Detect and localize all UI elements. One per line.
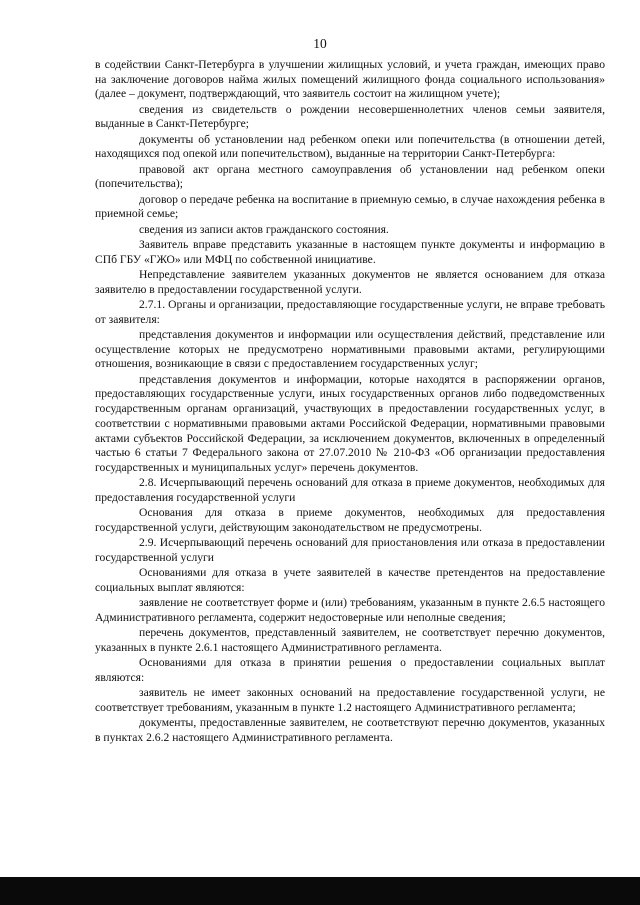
paragraph: в содействии Санкт-Петербурга в улучшении жилищных условий, и учета граждан, имеющих право на заключение договоров найма жилых помещений жилищного фонда социального использования» (далее – документ, подтверждающий, что заявитель состоит на жилищном учете);: [95, 58, 605, 101]
paragraph: Заявитель вправе представить указанные в настоящем пункте документы и информацию в СПб ГБУ «ГЖО» или МФЦ по собственной инициативе.: [95, 238, 605, 266]
page-number: 10: [313, 36, 327, 51]
paragraph: документы, предоставленные заявителем, не соответствуют перечню документов, указанных в пунктах 2.6.2 настоящего Административного регламента.: [95, 716, 605, 744]
document-body: [95, 58, 605, 746]
paragraph: представления документов и информации, которые находятся в распоряжении органов, предоставляющих государственные услуги, иных государственных органов либо подведомственных государственным органам организаций, участвующих в предоставлении государственных услуг, в соответствии с нормативными правовыми актами Российской Федерации, нормативными правовыми актами субъектов Российской Федерации, за исключением документов, включенных в определенный частью 6 статьи 7 Федерального закона от 27.07.2010 № 210-ФЗ «Об организации предоставления государственных и муниципальных услуг» перечень документов.: [95, 372, 605, 474]
paragraph: перечень документов, представленный заявителем, не соответствует перечню документов, указанных в пункте 2.6.1 настоящего Административного регламента.: [95, 626, 605, 654]
paragraph: Основаниями для отказа в принятии решения о предоставлении социальных выплат являются:: [95, 656, 605, 684]
paragraph: документы об установлении над ребенком опеки или попечительства (в отношении детей, находящихся под опекой или попечительством), выданные на территории Санкт-Петербурга:: [95, 132, 605, 161]
paragraph: Основания для отказа в приеме документов, необходимых для предоставления государственной услуги, действующим законодательством не предусмотрены.: [95, 506, 605, 534]
paragraph: заявление не соответствует форме и (или) требованиям, указанным в пункте 2.6.5 настоящего Административного регламента, содержит недостоверные или неполные сведения;: [95, 596, 605, 624]
paragraph: сведения из записи актов гражданского состояния.: [139, 222, 389, 236]
scan-bottom-edge: [0, 877, 640, 905]
paragraph: договор о передаче ребенка на воспитание в приемную семью, в случае нахождения ребенка в приемной семье;: [95, 192, 605, 221]
paragraph: представления документов и информации или осуществления действий, представление или осуществление которых не предусмотрено нормативными правовыми актами, регулирующими отношения, возникающие в связи с предоставлением государственных услуг;: [95, 328, 605, 371]
paragraph: 2.7.1. Органы и организации, предоставляющие государственные услуги, не вправе требовать от заявителя:: [95, 298, 605, 326]
paragraph: заявитель не имеет законных оснований на предоставление государственной услуги, не соответствует требованиям, указанным в пункте 1.2 настоящего Административного регламента;: [95, 686, 605, 714]
paragraph: правовой акт органа местного самоуправления об установлении над ребенком опеки (попечительства);: [95, 162, 605, 191]
paragraph: Основаниями для отказа в учете заявителей в качестве претендентов на предоставление социальных выплат являются:: [95, 566, 605, 594]
paragraph: Непредставление заявителем указанных документов не является основанием для отказа заявителю в предоставлении государственной услуги.: [95, 268, 605, 296]
paragraph: 2.8. Исчерпывающий перечень оснований для отказа в приеме документов, необходимых для предоставления государственной услуги: [95, 476, 605, 504]
paragraph: сведения из свидетельств о рождении несовершеннолетних членов семьи заявителя, выданные в Санкт-Петербурге;: [95, 102, 605, 131]
paragraph: 2.9. Исчерпывающий перечень оснований для приостановления или отказа в предоставлении государственной услуги: [95, 536, 605, 564]
